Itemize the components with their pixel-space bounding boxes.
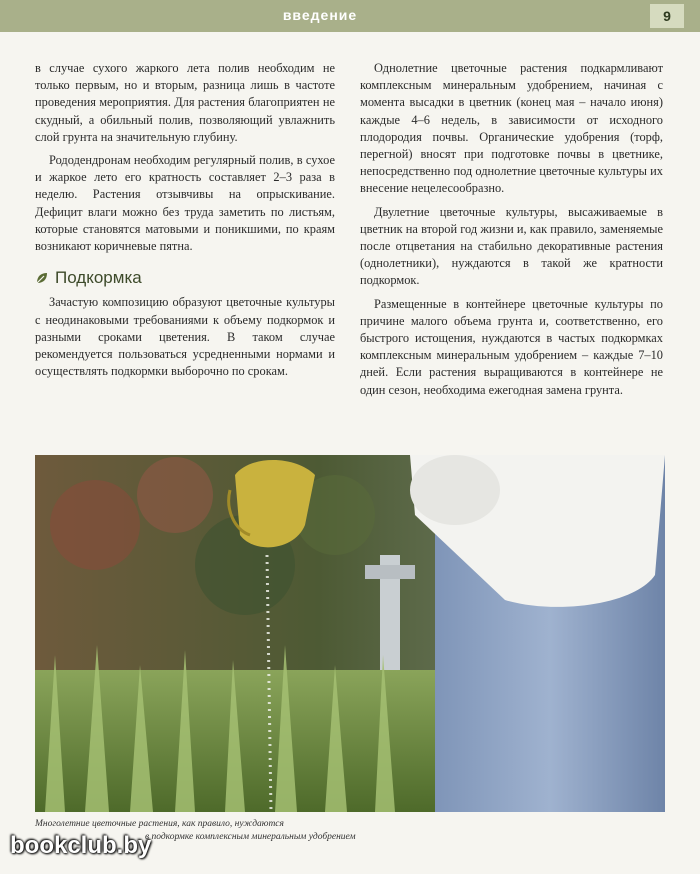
fertilizing-photo: [35, 455, 665, 812]
chapter-title: введение: [282, 7, 358, 23]
leaf-icon: [35, 271, 49, 285]
page-number: 9: [650, 4, 684, 28]
paragraph: Рододендронам необходим регулярный полив, в сухое и жаркое лето его кратность составляет 2–3 раза в неделю. Растения отзывчивы на опрыскивание. Дефицит влаги можно без труда заметить по листьям, которые становятся матовыми и поникшими, по краям возникают коричневые пятна.: [35, 153, 335, 254]
section-heading-text: Подкормка: [55, 268, 142, 288]
caption-line: Многолетние цветочные растения, как правило, нуждаются: [35, 819, 284, 829]
right-column: [360, 60, 663, 405]
paragraph: в случае сухого жаркого лета полив необходим не только первым, но и вторым, разница лишь в частоте проведения мероприятия. Для растения благоприятен не скудный, а обильный полив, позволяющий увлажнить слой грунта на значительную глубину.: [35, 61, 335, 144]
paragraph: Двулетние цветочные культуры, высаживаемые в цветник на второй год жизни и, как правило, заменяемые после отцветания на стабильно декоративные растения (однолетники), нуждаются в такой же кратности подкормок.: [360, 204, 663, 288]
photo-illustration: [35, 455, 665, 812]
paragraph: Зачастую композицию образуют цветочные культуры с неодинаковыми требованиями к объему подкормок и разными сроками цветения. В таком случае рекомендуется пользоваться усредненными нормами и осуществлять подкормки выборочно по срокам.: [35, 295, 335, 379]
watermark: bookclub.by: [10, 832, 152, 859]
caption-line: в подкормке комплексным минеральным удобрением: [145, 832, 356, 842]
section-heading: [35, 269, 335, 286]
left-column: [35, 60, 335, 386]
paragraph: Однолетние цветочные растения подкармливают комплексным минеральным удобрением, начиная с момента высадки в цветник (конец мая – начало июня) каждые 4–6 недель, в зависимости от исходного плодородия почвы. Органические удобрения (торф, перегной) вносят при подготовке почвы в цветнике, непосредственно под однолетние цветочные культуры их внесение нецелесообразно.: [360, 61, 663, 196]
paragraph: Размещенные в контейнере цветочные культуры по причине малого объема грунта и, соответственно, его быстрого истощения, нуждаются в частых подкормках комплексным минеральным удобрением – каждые 7–10 дней. Если растения выращиваются в контейнере не один сезон, необходима ежегодная замена грунта.: [360, 296, 663, 397]
chapter-header: [0, 0, 700, 32]
